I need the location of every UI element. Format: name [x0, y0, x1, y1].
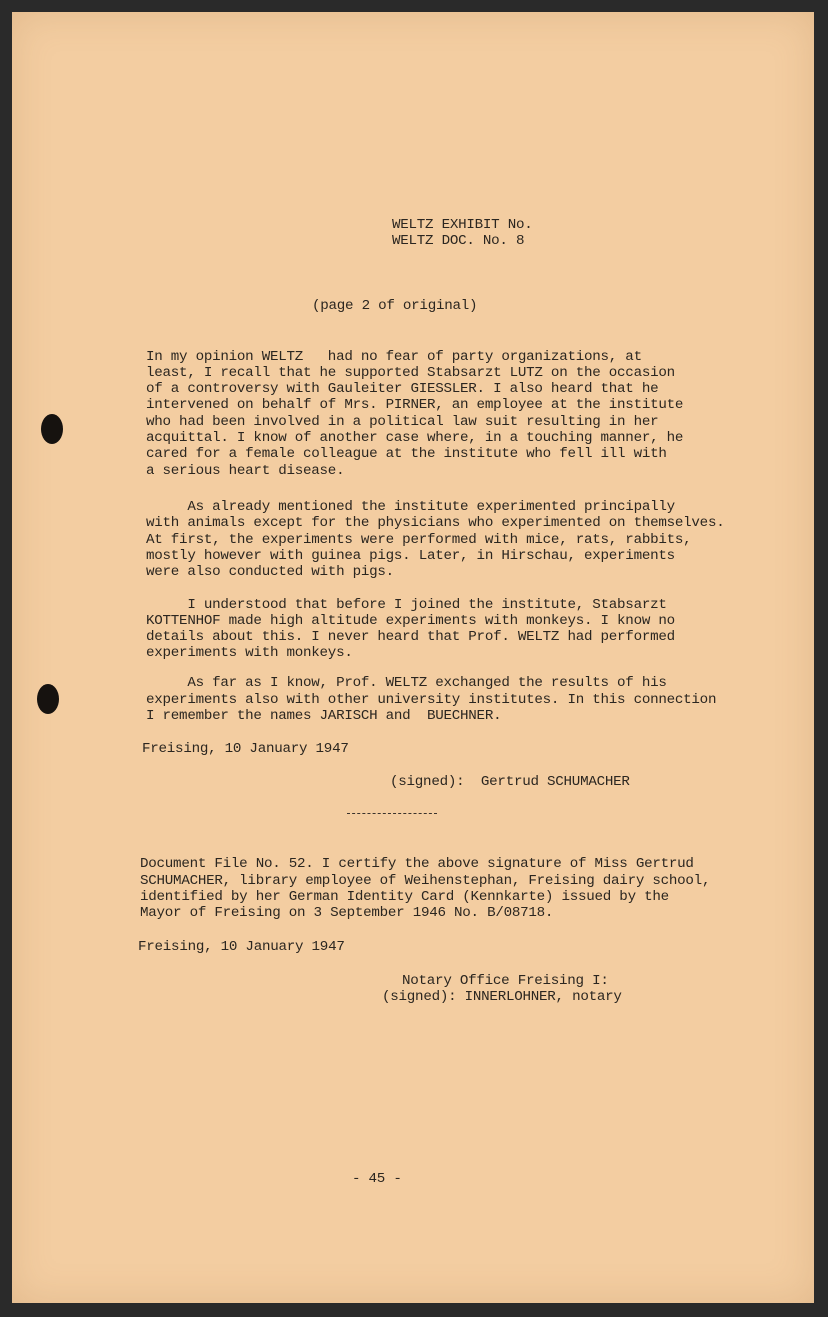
- text-line: SCHUMACHER, library employee of Weihenstephan, Freising dairy school,: [140, 873, 711, 889]
- notary-office: Notary Office Freising I:: [402, 973, 609, 989]
- text-line: I remember the names JARISCH and BUECHNER.: [146, 708, 502, 724]
- text-line: mostly however with guinea pigs. Later, in Hirschau, experiments: [146, 548, 675, 564]
- text-line: KOTTENHOF made high altitude experiments with monkeys. I know no: [146, 613, 675, 629]
- text-line: As far as I know, Prof. WELTZ exchanged the results of his: [146, 675, 667, 691]
- text-line: of a controversy with Gauleiter GIESSLER. I also heard that he: [146, 381, 659, 397]
- binder-hole-bottom: [37, 684, 59, 714]
- separator-rule: [347, 813, 437, 814]
- text-line: a serious heart disease.: [146, 463, 345, 479]
- text-line: I understood that before I joined the institute, Stabsarzt: [146, 597, 667, 613]
- page-number: - 45 -: [352, 1171, 402, 1187]
- text-line: identified by her German Identity Card (Kennkarte) issued by the: [140, 889, 669, 905]
- text-line: were also conducted with pigs.: [146, 564, 394, 580]
- text-line: who had been involved in a political law suit resulting in her: [146, 414, 659, 430]
- text-line: In my opinion WELTZ had no fear of party organizations, at: [146, 349, 642, 365]
- text-line: least, I recall that he supported Stabsarzt LUTZ on the occasion: [146, 365, 675, 381]
- text-line: details about this. I never heard that Prof. WELTZ had performed: [146, 629, 675, 645]
- text-line: experiments with monkeys.: [146, 645, 353, 661]
- place-date: Freising, 10 January 1947: [138, 939, 345, 955]
- text-line: As already mentioned the institute experimented principally: [146, 499, 675, 515]
- text-line: with animals except for the physicians who experimented on themselves.: [146, 515, 725, 531]
- notary-signature: (signed): INNERLOHNER, notary: [382, 989, 622, 1005]
- text-line: intervened on behalf of Mrs. PIRNER, an employee at the institute: [146, 397, 684, 413]
- text-line: At first, the experiments were performed with mice, rats, rabbits,: [146, 532, 692, 548]
- binder-hole-top: [41, 414, 63, 444]
- text-line: experiments also with other university institutes. In this connection: [146, 692, 717, 708]
- page-note: (page 2 of original): [312, 298, 478, 314]
- signature-line: (signed): Gertrud SCHUMACHER: [390, 774, 630, 790]
- text-line: Document File No. 52. I certify the above signature of Miss Gertrud: [140, 856, 694, 872]
- exhibit-number: WELTZ EXHIBIT No.: [392, 217, 533, 233]
- text-line: Mayor of Freising on 3 September 1946 No. B/08718.: [140, 905, 554, 921]
- place-date: Freising, 10 January 1947: [142, 741, 349, 757]
- text-line: acquittal. I know of another case where, in a touching manner, he: [146, 430, 684, 446]
- text-line: cared for a female colleague at the institute who fell ill with: [146, 446, 667, 462]
- document-number: WELTZ DOC. No. 8: [392, 233, 525, 249]
- document-page: [12, 12, 814, 1303]
